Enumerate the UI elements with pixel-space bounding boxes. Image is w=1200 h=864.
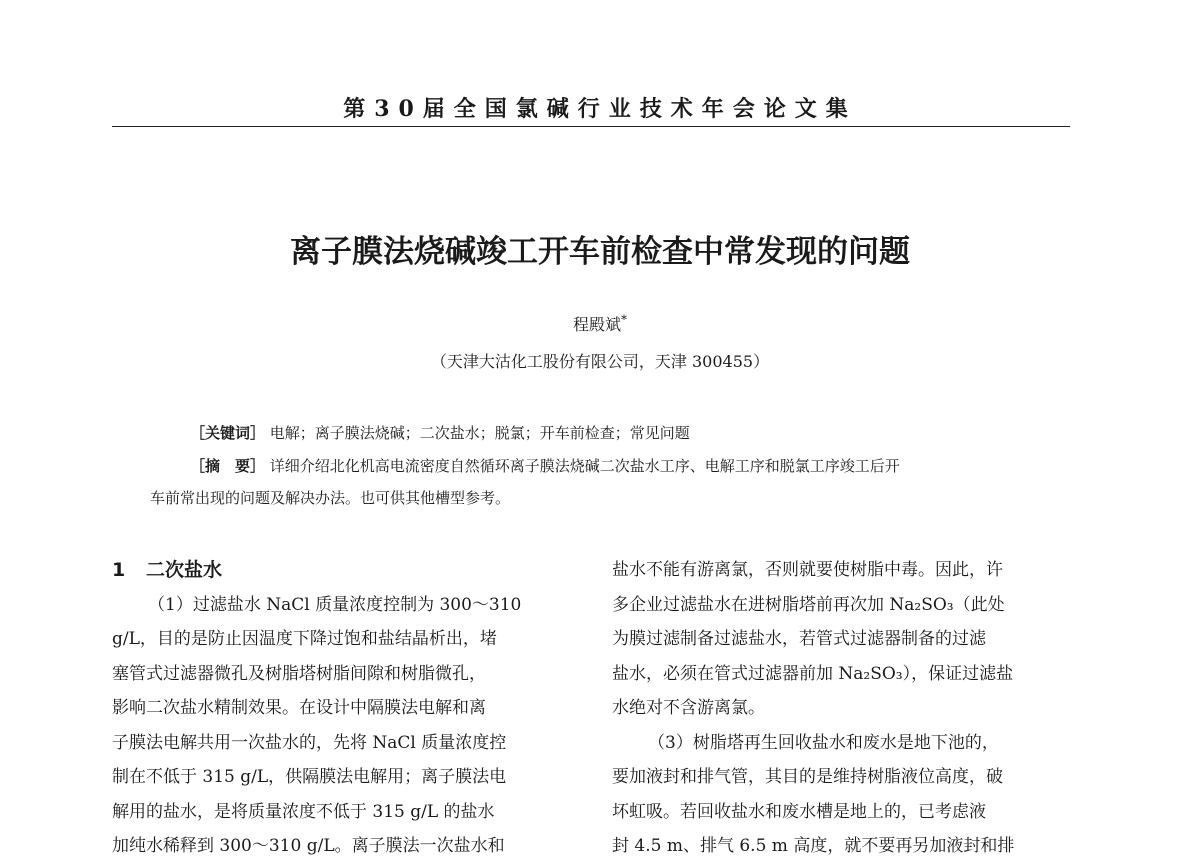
affiliation: （天津大沽化工股份有限公司，天津 300455） [430,352,770,371]
right-line-5: 水绝对不含游离氯。 [612,698,765,718]
right-line-9: 封 4.5 m、排气 6.5 m 高度，就不要再另加液封和排 [612,836,1015,856]
left-line-8: 加纯水稀释到 300～310 g/L。离子膜法一次盐水和 [112,836,505,856]
left-line-6: 制在不低于 315 g/L，供隔膜法电解用；离子膜法电 [112,767,507,787]
section-heading [112,553,572,588]
right-line-2: 多企业过滤盐水在进树脂塔前再次加 Na₂SO₃（此处 [612,594,1005,615]
left-line-4: 影响二次盐水精制效果。在设计中隔膜法电解和离 [112,698,486,718]
left-line-1: （1）过滤盐水 NaCl 质量浓度控制为 300～310 [148,594,522,615]
keywords [190,422,1150,443]
author-name: 程殿斌 [572,315,621,334]
right-line-7: 要加液封和排气管，其目的是维持树脂液位高度，破 [612,767,1003,787]
right-line-6: （3）树脂塔再生回收盐水和废水是地下池的， [648,732,999,753]
left-line-7: 解用的盐水，是将质量浓度不低于 315 g/L 的盐水 [112,801,495,822]
keywords-label: ［关键词］ [190,424,266,442]
author [0,312,1200,335]
abstract [190,455,1150,476]
running-head: 第30届全国氯碱行业技术年会论文集 [343,96,857,122]
header-rule [112,126,1070,127]
section-number: 1 [112,559,126,581]
author-footnote-mark: * [621,312,627,327]
right-column [612,553,1072,864]
left-line-5: 子膜法电解共用一次盐水的，先将 NaCl 质量浓度控 [112,732,507,753]
keywords-text: 电解；离子膜法烧碱；二次盐水；脱氯；开车前检查；常见问题 [269,424,690,442]
paper-title: 离子膜法烧碱竣工开车前检查中常发现的问题 [290,234,910,270]
abstract-line-1: 详细介绍北化机高电流密度自然循环离子膜法烧碱二次盐水工序、电解工序和脱氯工序竣工后开 [269,457,900,475]
left-line-3: 塞管式过滤器微孔及树脂塔树脂间隙和树脂微孔， [112,663,486,684]
left-line-2: g/L，目的是防止因温度下降过饱和盐结晶析出，堵 [112,629,497,649]
right-line-1: 盐水不能有游离氯，否则就要使树脂中毒。因此，许 [612,560,1003,580]
right-line-8: 坏虹吸。若回收盐水和废水槽是地上的，已考虑液 [612,801,986,822]
right-line-4: 盐水，必须在管式过滤器前加 Na₂SO₃），保证过滤盐 [612,663,1014,684]
section-title: 二次盐水 [146,559,223,581]
right-line-3: 为膜过滤制备过滤盐水，若管式过滤器制备的过滤 [612,629,986,649]
abstract-label: ［摘 要］ [190,457,266,475]
left-column [112,553,572,864]
abstract-line-2: 车前常出现的问题及解决办法。也可供其他槽型参考。 [150,489,511,507]
